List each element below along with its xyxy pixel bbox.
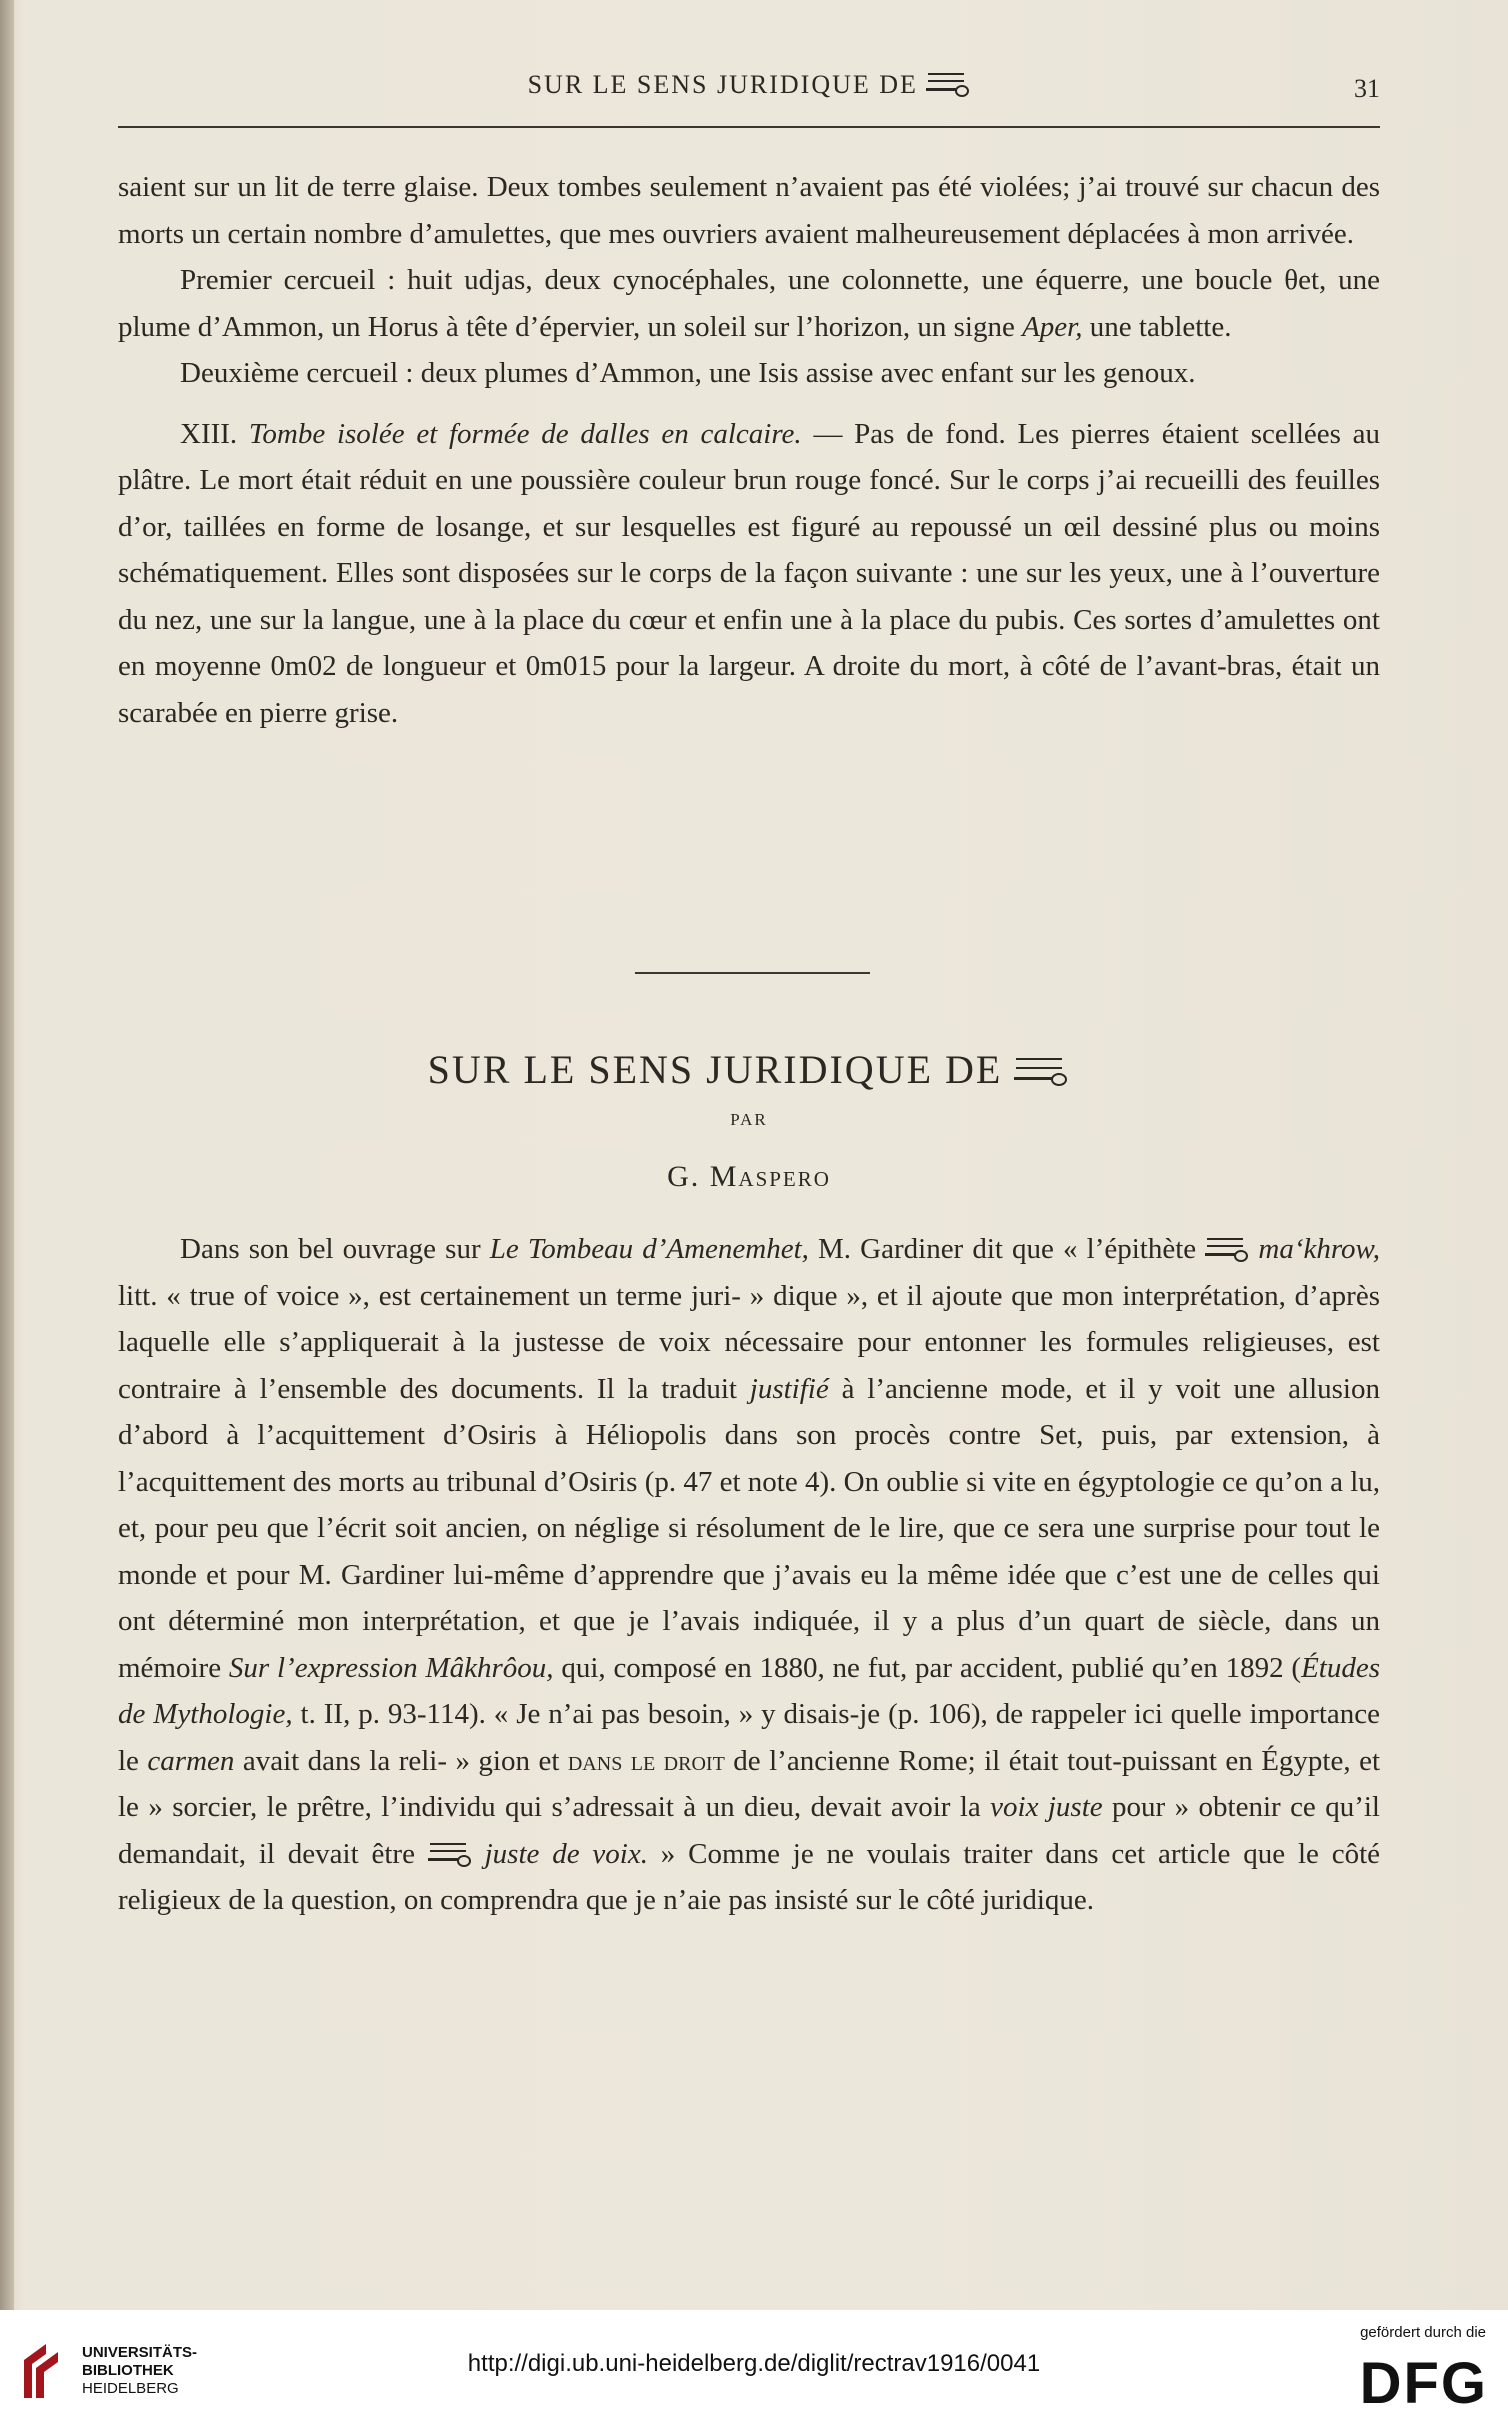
paragraph xyxy=(118,257,1380,350)
paragraph-text: litt. « true of voice », est certainement un terme juri- » dique », et il ajoute que mon interprétation, d’après laquelle elle s’appliquerait à la justesse de voix nécessaire pour entonner les formules religieuses, est contraire à l’ensemble des documents. Il la traduit xyxy=(118,1279,1380,1405)
article-body xyxy=(118,1226,1380,1924)
paragraph-text: » Comme je ne voulais traiter dans cet article que le côté religieux de la question, on comprendra que je n’aie pas insisté sur le côté juridique. xyxy=(118,1837,1381,1916)
italic-text: Tombe isolée et formée de dalles en calcaire. xyxy=(248,417,802,450)
book-spine-shadow xyxy=(0,0,14,2310)
paragraph xyxy=(118,1226,1380,1924)
page-number: 31 xyxy=(1354,74,1380,103)
author: G. Maspero xyxy=(667,1160,831,1193)
italic-text: Sur l’expression Mâkhrôou, xyxy=(228,1651,554,1684)
italic-text: justifié xyxy=(749,1372,829,1405)
article-title xyxy=(118,1046,1380,1093)
paragraph xyxy=(118,164,1380,257)
maa-kheru-hieroglyph-icon xyxy=(926,71,970,95)
running-header xyxy=(118,70,1380,110)
italic-text: ma‘khrow, xyxy=(1258,1233,1380,1265)
italic-text: Le Tombeau d’Amenemhet, xyxy=(489,1233,809,1265)
paragraph-text: une tablette. xyxy=(1089,310,1232,343)
library-name-line: HEIDELBERG xyxy=(82,2380,179,2397)
funding-note: gefördert durch die xyxy=(1360,2324,1486,2341)
paragraph-text: t. II, p. 93-114). « Je n’ai pas besoin, » y disais-je (p. 106), de rappeler ici quelle importance le xyxy=(118,1698,1381,1777)
source-url-link[interactable]: http://digi.ub.uni-heidelberg.de/diglit/rectrav1916/0041 xyxy=(467,2350,1041,2377)
library-name-line: UNIVERSITÄTS- xyxy=(82,2344,198,2361)
paragraph-text: Deuxième cercueil : deux plumes d’Ammon, une Isis assise avec enfant sur les genoux. xyxy=(180,357,1196,389)
paragraph-text: — Pas de fond. Les pierres étaient scellées au plâtre. Le mort était réduit en une poussière couleur brun rouge foncé. Sur le corps j’ai recueilli des feuilles d’or, taillées en forme de losange, et sur lesquelles est figuré au repoussé un œil dessiné plus ou moins schématiquement. Elles sont disposées sur le corps de la façon suivante : une sur les yeux, une à l’ouverture du nez, une sur la langue, une à la place du cœur et enfin une à la place du pubis. Ces sortes d’amulettes ont en moyenne 0m02 de longueur et 0m015 pour la largeur. A droite du mort, à côté de l’avant-bras, était un scarabée en pierre grise. xyxy=(118,417,1381,729)
paragraph xyxy=(118,350,1380,397)
italic-text: Études de Mythologie, xyxy=(118,1651,1381,1730)
paragraph-text: de l’ancienne Rome; il était tout-puissant en Égypte, et le » sorcier, le prêtre, l’individu qui s’adressait à un dieu, devait avoir la xyxy=(118,1744,1381,1823)
paragraph-text: Dans son bel ouvrage sur xyxy=(180,1233,481,1265)
paragraph-text: pour » obtenir ce qu’il demandait, il devait être xyxy=(118,1791,1380,1870)
running-title-text: SUR LE SENS JURIDIQUE DE xyxy=(527,70,918,99)
footer-bar xyxy=(0,2310,1508,2422)
italic-text: juste de voix. xyxy=(484,1837,648,1870)
paragraph-text: avait dans la reli- » gion et xyxy=(242,1744,560,1777)
maa-kheru-hieroglyph-icon xyxy=(1014,1055,1070,1085)
italic-text: Aper, xyxy=(1022,310,1083,343)
previous-article-body xyxy=(118,164,1380,736)
paragraph-text: saient sur un lit de terre glaise. Deux tombes seulement n’avaient pas été violées; j’ai trouvé sur chacun des morts un certain nombre d’amulettes, que mes ouvriers avaient malheureusement déplacées à mon arrivée. xyxy=(118,171,1380,250)
maa-kheru-hieroglyph-icon xyxy=(1205,1236,1249,1260)
maa-kheru-hieroglyph-icon xyxy=(428,1841,472,1865)
dfg-logo: DFG xyxy=(1359,2351,1488,2416)
paragraph-text: à l’ancienne mode, et il y voit une allusion d’abord à l’acquittement d’Osiris à Héliopolis dans son procès contre Set, puis, par extension, à l’acquittement des morts au tribunal d’Osiris (p. 47 et note 4). On oublie si vite en égyptologie ce qu’on a lu, et, pour peu que l’écrit soit ancien, on néglige si résolument de le lire, que ce sera une surprise pour tout le monde et pour M. Gardiner lui-même d’apprendre que j’avais eu la même idée que c’est une de celles qui ont déterminé mon interprétation, et que je l’avais indiquée, il y a plus d’un quart de siècle, dans un mémoire xyxy=(118,1372,1381,1684)
paragraph-text: Premier cercueil : huit udjas, deux cynocéphales, une colonnette, une équerre, une boucle θet, une plume d’Ammon, un Horus à tête d’épervier, un soleil sur l’horizon, un signe xyxy=(118,264,1380,343)
section-separator xyxy=(635,972,870,974)
article-title-text: SUR LE SENS JURIDIQUE DE xyxy=(427,1047,1003,1092)
paragraph-text: M. Gardiner dit que « l’épithète xyxy=(818,1233,1197,1265)
paragraph xyxy=(118,411,1380,737)
library-name-line: BIBLIOTHEK xyxy=(82,2362,174,2379)
paragraph-text: qui, composé en 1880, ne fut, par accident, publié qu’en 1892 ( xyxy=(561,1651,1302,1684)
section-number: XIII. xyxy=(180,417,238,450)
small-caps-text: dans le droit xyxy=(567,1744,725,1777)
byline-par: PAR xyxy=(730,1110,768,1129)
running-title xyxy=(118,70,1380,100)
italic-text: carmen xyxy=(147,1744,235,1777)
header-rule xyxy=(118,126,1380,128)
italic-text: voix juste xyxy=(990,1791,1103,1823)
